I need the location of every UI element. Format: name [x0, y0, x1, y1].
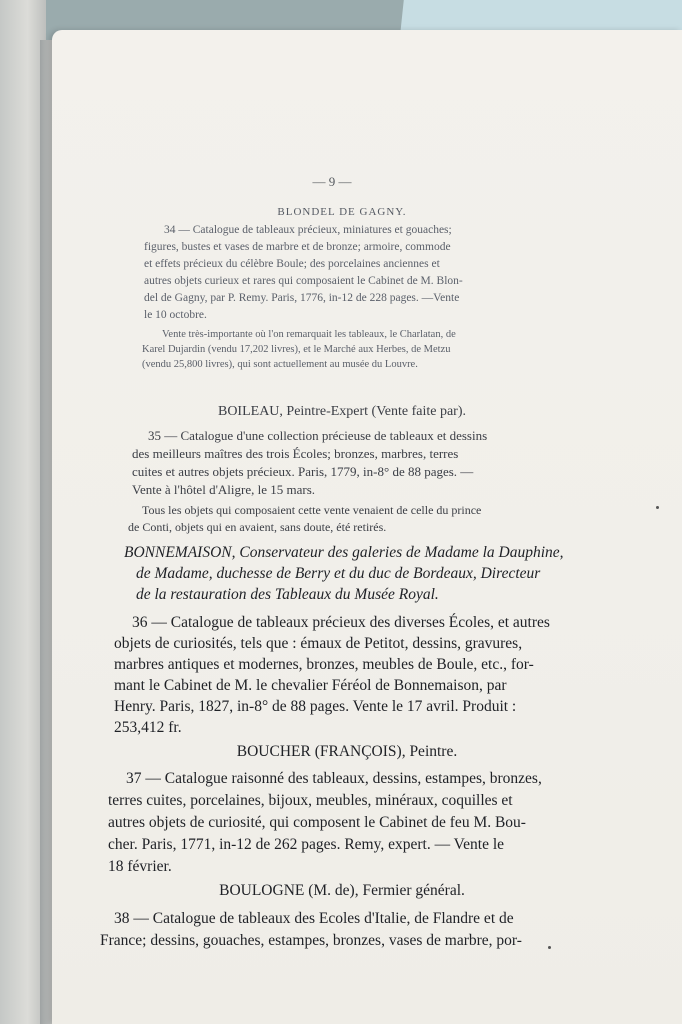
- entry-34-line: le 10 octobre.: [144, 309, 207, 321]
- section-heading-bonnemaison: de la restauration des Tableaux du Musée Royal.: [136, 586, 439, 603]
- entry-34-line: 34 — Catalogue de tableaux précieux, miniatures et gouaches;: [164, 224, 452, 236]
- note-35-line: Tous les objets qui composaient cette vente venaient de celle du prince: [142, 503, 482, 517]
- section-heading-bonnemaison: BONNEMAISON, Conservateur des galeries de Madame la Dauphine,: [124, 544, 564, 561]
- entry-35-line: cuites et autres objets précieux. Paris, 1779, in-8° de 88 pages. —: [132, 464, 474, 479]
- section-heading-boulogne: BOULOGNE (M. de), Fermier général.: [219, 882, 465, 899]
- note-34-line: Vente très-importante où l'on remarquait les tableaux, le Charlatan, de: [162, 329, 456, 340]
- entry-36-line: 253,412 fr.: [114, 719, 182, 736]
- entry-38-line: France; dessins, gouaches, estampes, bronzes, vases de marbre, por-: [100, 932, 522, 949]
- section-heading-boucher: BOUCHER (FRANÇOIS), Peintre.: [236, 743, 458, 760]
- entry-35-line: 35 — Catalogue d'une collection précieuse de tableaux et dessins: [148, 428, 488, 443]
- entry-35-line: Vente à l'hôtel d'Aligre, le 15 mars.: [132, 482, 316, 497]
- entry-34-line: figures, bustes et vases de marbre et de bronze; armoire, commode: [144, 241, 451, 253]
- entry-37-line: autres objets de curiosité, qui composent le Cabinet de feu M. Bou-: [108, 814, 526, 831]
- paper-speck: [656, 506, 659, 509]
- page-number: — 9 —: [312, 174, 352, 189]
- note-34-line: (vendu 25,800 livres), qui sont actuellement au musée du Louvre.: [142, 359, 418, 370]
- entry-37-line: 18 février.: [108, 858, 172, 875]
- note-35-line: de Conti, objets qui en avaient, sans doute, été retirés.: [128, 520, 387, 534]
- book-page: [52, 30, 682, 1024]
- paper-speck: [548, 946, 551, 949]
- entry-37-line: cher. Paris, 1771, in-12 de 262 pages. Remy, expert. — Vente le: [108, 836, 505, 853]
- entry-36-line: 36 — Catalogue de tableaux précieux des diverses Écoles, et autres: [132, 614, 550, 631]
- entry-38-line: 38 — Catalogue de tableaux des Ecoles d'Italie, de Flandre et de: [114, 910, 514, 927]
- entry-36-line: objets de curiosités, tels que : émaux de Petitot, dessins, gravures,: [114, 635, 523, 652]
- note-34-line: Karel Dujardin (vendu 17,202 livres), et le Marché aux Herbes, de Metzu: [142, 344, 451, 355]
- entry-36-line: Henry. Paris, 1827, in-8° de 88 pages. Vente le 17 avril. Produit :: [114, 698, 517, 715]
- entry-35-line: des meilleurs maîtres des trois Écoles; bronzes, marbres, terres: [132, 446, 459, 461]
- section-heading-boileau: BOILEAU, Peintre-Expert (Vente faite par).: [217, 404, 466, 419]
- entry-36-line: marbres antiques et modernes, bronzes, meubles de Boule, etc., for-: [114, 656, 534, 673]
- section-heading-bonnemaison: de Madame, duchesse de Berry et du duc de Bordeaux, Directeur: [136, 565, 541, 582]
- entry-37-line: terres cuites, porcelaines, bijoux, meubles, minéraux, coquilles et: [108, 792, 513, 809]
- entry-36-line: mant le Cabinet de M. le chevalier Féréol de Bonnemaison, par: [114, 677, 507, 694]
- entry-34-line: del de Gagny, par P. Remy. Paris, 1776, in-12 de 228 pages. —Vente: [144, 292, 460, 304]
- entry-37-line: 37 — Catalogue raisonné des tableaux, dessins, estampes, bronzes,: [126, 770, 542, 787]
- entry-34-line: et effets précieux du célèbre Boule; des porcelaines anciennes et: [144, 258, 440, 270]
- entry-34-line: autres objets curieux et rares qui composaient le Cabinet de M. Blon-: [144, 275, 463, 287]
- section-heading-blondel: BLONDEL DE GAGNY.: [277, 206, 407, 218]
